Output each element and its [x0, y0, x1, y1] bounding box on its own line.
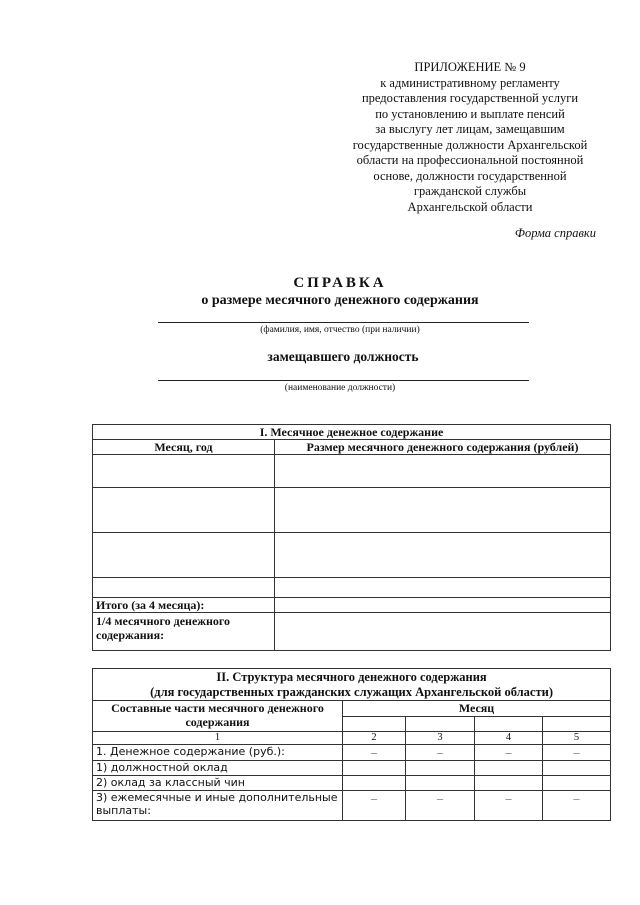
- row-label: 3) ежемесячные и иные дополнительные выплаты:: [93, 791, 343, 821]
- month-cell[interactable]: [93, 488, 275, 533]
- table-row: [93, 533, 611, 578]
- position-fill-line[interactable]: [158, 380, 529, 381]
- value-cell[interactable]: [543, 761, 611, 776]
- value-cell[interactable]: [475, 761, 543, 776]
- amount-cell[interactable]: [275, 455, 611, 488]
- appendix-line: области на профессиональной постоянной: [356, 153, 584, 167]
- appendix-header: [330, 60, 610, 215]
- dash-cell: –: [543, 745, 611, 761]
- amount-cell[interactable]: [275, 578, 611, 598]
- month-subcell[interactable]: [543, 717, 611, 732]
- row-label: 2) оклад за классный чин: [93, 776, 343, 791]
- salary-structure-table: [92, 668, 611, 821]
- appendix-line: по установлению и выплате пенсий: [375, 106, 565, 121]
- amount-header: Размер месячного денежного содержания (рублей): [275, 440, 611, 455]
- position-caption: (наименование должности): [284, 383, 396, 393]
- dash-cell: –: [406, 745, 475, 761]
- table-row: [93, 791, 611, 821]
- dash-cell: –: [475, 791, 543, 821]
- value-cell[interactable]: [475, 776, 543, 791]
- appendix-line: гражданской службы: [413, 184, 527, 198]
- total-value-cell[interactable]: [275, 598, 611, 613]
- table-row: [93, 578, 611, 598]
- appendix-line: государственные должности Архангельской: [352, 137, 588, 152]
- month-subcell[interactable]: [406, 717, 475, 732]
- position-heading: замещавшего должность: [267, 349, 419, 364]
- month-subcell[interactable]: [343, 717, 406, 732]
- column-number: 4: [475, 732, 543, 745]
- quarter-label: 1/4 месячного денежного содержания:: [93, 613, 275, 651]
- parts-header: Составные части месячного денежного содержания: [93, 701, 343, 732]
- section2-title-line1: II. Структура месячного денежного содержания: [216, 670, 487, 684]
- section2-title: [93, 669, 611, 701]
- table-row: [93, 455, 611, 488]
- form-label: Форма справки: [514, 226, 596, 240]
- total-label: Итого (за 4 месяца):: [93, 598, 275, 613]
- monthly-salary-table: [92, 424, 611, 651]
- appendix-line: основе, должности государственной: [373, 168, 567, 183]
- amount-cell[interactable]: [275, 533, 611, 578]
- value-cell[interactable]: [406, 776, 475, 791]
- amount-cell[interactable]: [275, 488, 611, 533]
- document-subtitle: о размере месячного денежного содержания: [201, 293, 479, 308]
- row-label: 1) должностной оклад: [93, 761, 343, 776]
- name-fill-line[interactable]: [158, 322, 529, 323]
- value-cell[interactable]: [343, 761, 406, 776]
- section1-title: I. Месячное денежное содержание: [93, 425, 611, 440]
- value-cell[interactable]: [543, 776, 611, 791]
- appendix-line: за выслугу лет лицам, замещавшим: [375, 122, 565, 136]
- column-number: 1: [93, 732, 343, 745]
- table-row: [93, 745, 611, 761]
- month-cell[interactable]: [93, 578, 275, 598]
- value-cell[interactable]: [343, 776, 406, 791]
- dash-cell: –: [406, 791, 475, 821]
- month-cell[interactable]: [93, 533, 275, 578]
- column-number: 5: [543, 732, 611, 745]
- appendix-line: Архангельской области: [407, 199, 533, 214]
- dash-cell: –: [343, 745, 406, 761]
- name-caption: (фамилия, имя, отчество (при наличии): [260, 325, 420, 335]
- table-row: [93, 488, 611, 533]
- column-number: 3: [406, 732, 475, 745]
- value-cell[interactable]: [406, 761, 475, 776]
- month-subcell[interactable]: [475, 717, 543, 732]
- dash-cell: –: [475, 745, 543, 761]
- row-label: 1. Денежное содержание (руб.):: [93, 745, 343, 761]
- document-title: СПРАВКА: [293, 275, 387, 291]
- appendix-line: к административному регламенту: [380, 75, 560, 90]
- month-header: Месяц: [343, 701, 611, 717]
- quarter-value-cell[interactable]: [275, 613, 611, 651]
- section2-title-line2: (для государственных гражданских служащих Архангельской области): [150, 685, 553, 699]
- appendix-line: ПРИЛОЖЕНИЕ № 9: [414, 60, 526, 74]
- table-row: [93, 776, 611, 791]
- month-cell[interactable]: [93, 455, 275, 488]
- dash-cell: –: [543, 791, 611, 821]
- table-row: [93, 761, 611, 776]
- column-number: 2: [343, 732, 406, 745]
- month-year-header: Месяц, год: [93, 440, 275, 455]
- appendix-line: предоставления государственной услуги: [361, 91, 579, 105]
- dash-cell: –: [343, 791, 406, 821]
